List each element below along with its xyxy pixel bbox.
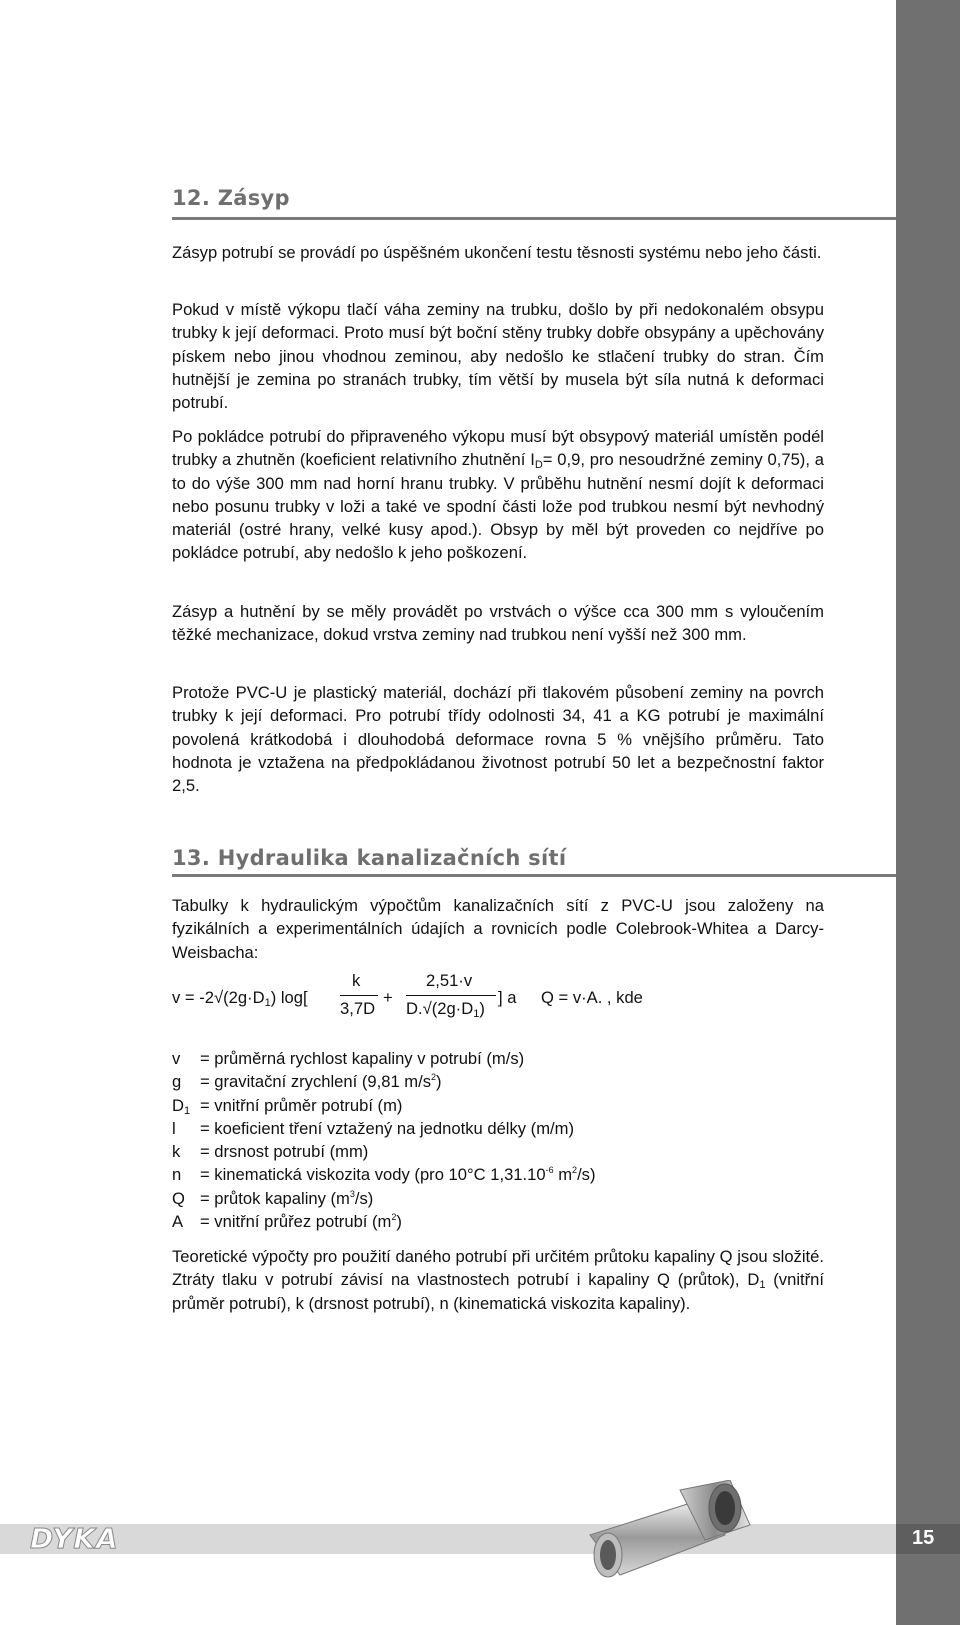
definition-a: A = vnitřní průřez potrubí $(m^2)$	[172, 1212, 402, 1232]
section-12-rule	[172, 217, 896, 220]
formula-plus: +	[383, 988, 393, 1007]
fraction-1-numerator: k	[352, 971, 361, 990]
formula-tail: ] a	[498, 988, 517, 1007]
definition-n: n = kinematická viskozita vody (pro 10°C $1,31.10^{-6}$ $m^2/s$)	[172, 1165, 596, 1185]
fraction-1-denominator: 3,7D	[340, 999, 376, 1018]
fraction-2-bar	[406, 995, 496, 996]
dyka-logo: DYKA	[30, 1522, 119, 1555]
side-band	[896, 0, 960, 1625]
definitions-list	[172, 1047, 824, 1233]
section-13-intro: Tabulky k hydraulickým výpočtům kanalizačních sítí z PVC-U jsou založeny na fyzikálních a experimentálních údajích a rovnicích podle Colebrook-Whitea a Darcy-Weisbacha:	[172, 896, 824, 962]
definition-g: g = gravitační zrychlení (9,81 $m/s^2$)	[172, 1072, 442, 1092]
definition-l: l = koeficient tření vztažený na jednotku délky (m/m)	[172, 1118, 574, 1138]
fraction-2-numerator: 2,51·v	[426, 971, 473, 990]
definition-q: Q = průtok kapaliny $(m^3/s)$	[172, 1188, 374, 1208]
definition-k: k = drsnost potrubí (mm)	[172, 1142, 369, 1162]
pipe-tee-fitting-image	[580, 1480, 760, 1590]
formula-q: Q = v·A. , kde	[541, 988, 643, 1007]
section-12-paragraph-1: Zásyp potrubí se provádí po úspěšném ukončení testu těsnosti systému nebo jeho části.	[172, 243, 822, 262]
definition-d1: $D_1$ = vnitřní průměr potrubí (m)	[172, 1095, 403, 1117]
section-12-paragraph-4: Zásyp a hutnění by se měly provádět po vrstvách o výšce cca 300 mm s vyloučením těžké mechanizace, dokud vrstva zeminy nad trubkou není vyšší než 300 mm.	[172, 602, 824, 645]
section-13-outro: Teoretické výpočty pro použití daného potrubí při určitém průtoku kapaliny Q jsou složité. Ztráty tlaku v potrubí závisí na vlastnostech potrubí i kapaliny Q (průtok), $D_1$ (vnitřní průměr potrubí), k (drsnost potrubí), n (kinematická viskozita kapaliny).	[172, 1247, 824, 1313]
fraction-2-denominator: $D.√(2g\cdot D_1)$	[406, 999, 485, 1020]
section-12-heading: 12. Zásyp	[172, 186, 290, 210]
definition-v: v = průměrná rychlost kapaliny v potrubí (m/s)	[172, 1049, 525, 1068]
colebrook-formula	[172, 971, 824, 1025]
page-number: 15	[912, 1527, 935, 1549]
section-12-paragraph-5: Protože PVC-U je plastický materiál, dochází při tlakovém působení zeminy na povrch trubky k její deformaci. Pro potrubí třídy odolnosti 34, 41 a KG potrubí je maximální povolená krátkodobá i dlouhodobá deformace rovna 5 % vnějšího průměru. Tato hodnota je vztažena na předpokládanou životnost potrubí 50 let a bezpečnostní faktor 2,5.	[172, 683, 824, 796]
footer-band	[0, 1524, 896, 1554]
fraction-1-bar	[340, 995, 378, 996]
section-13-heading: 13. Hydraulika kanalizačních sítí	[172, 846, 567, 870]
section-13-rule	[172, 874, 896, 877]
section-12-paragraph-2: Pokud v místě výkopu tlačí váha zeminy na trubku, došlo by při nedokonalém obsypu trubky k její deformaci. Proto musí být boční stěny trubky dobře obsypány a upěchovány pískem nebo jinou vhodnou zeminou, aby nedošlo ke stlačení trubky do stran. Čím hutnější je zemina po stranách trubky, tím větší by musela být síla nutná k deformaci potrubí.	[172, 300, 824, 413]
formula-lhs: $v = -2√(2g\cdot D_1)$ log[	[172, 988, 308, 1009]
section-12-paragraph-3: Po pokládce potrubí do připraveného výkopu musí být obsypový materiál umístěn podél trubky a zhutněn (koeficient relativního zhutnění $I_D= 0,9$, pro nesoudržné zeminy 0,75), a to do výše 300 mm nad horní hranu trubky. V průběhu hutnění nesmí dojít k deformaci nebo posunu trubky v loži a také ve spodní části lože pod trubkou nesmí být nevhodný materiál (ostré hrany, velké kusy apod.). Obsyp by měl být proveden co nejdříve po pokládce potrubí, aby nedošlo k jeho poškození.	[172, 427, 824, 563]
